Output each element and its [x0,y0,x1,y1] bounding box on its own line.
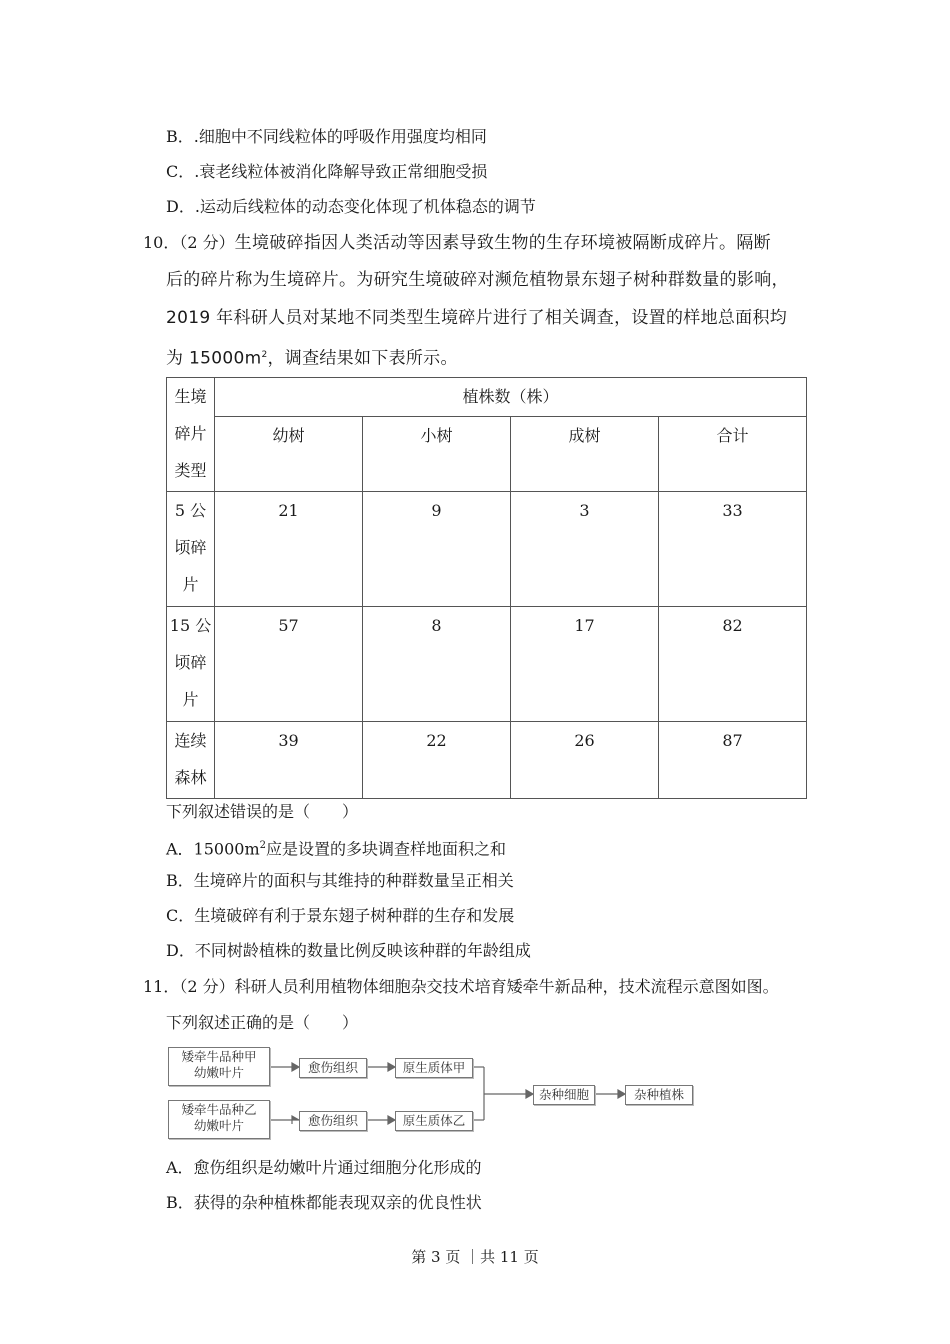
type-line: 森林 [174,768,207,787]
q10-option-a [166,835,506,860]
q10-option-a-sup: 2 [259,840,267,851]
q10-score: （2 分） [179,233,235,252]
q10-line3: 2019 年科研人员对某地不同类型生境碎片进行了相关调查，设置的样地总面积均 [166,308,788,328]
q10-line4-pre: 为 15000m [166,348,262,369]
variety-a-line: 矮牵牛品种甲 [181,1049,257,1064]
callus-box-b: 愈伤组织 [299,1111,367,1131]
q11-stem: 下列叙述正确的是（ ） [166,1013,359,1032]
type-line: 5 公 [174,501,207,520]
q11-option-a: A．愈伤组织是幼嫩叶片通过细胞分化形成的 [166,1158,482,1177]
table-cell: 26 [511,722,659,799]
protoplast-b-box: 原生质体乙 [395,1111,473,1131]
q10-option-a-post: 应是设置的多块调查样地面积之和 [266,839,507,859]
column-header: 成树 [511,417,659,492]
survey-table [166,377,807,799]
prev-option-c: C．.衰老线粒体被消化降解导致正常细胞受损 [166,162,488,181]
q10-line4 [166,344,458,370]
q10-line4-sup: 2 [261,350,268,360]
row-header-line: 类型 [174,461,207,480]
q10-option-b: B．生境碎片的面积与其维持的种群数量呈正相关 [166,871,514,890]
q10-line1: 生境破碎指因人类活动等因素导致生物的生存环境被隔断成碎片。隔断 [234,233,771,253]
type-line: 片 [182,690,199,709]
variety-a-line: 幼嫩叶片 [193,1065,244,1080]
table-cell: 82 [659,607,807,722]
table-cell: 87 [659,722,807,799]
type-line: 顷碎 [174,538,207,557]
table-cell: 17 [511,607,659,722]
page-footer: 第 3 页 ｜共 11 页 [411,1248,539,1266]
hybridization-flowchart [166,1045,706,1145]
hybrid-plant-box: 杂种植株 [625,1085,693,1105]
variety-b-line: 矮牵牛品种乙 [181,1102,257,1117]
variety-b-box [168,1100,270,1139]
prev-option-d: D．.运动后线粒体的动态变化体现了机体稳态的调节 [166,197,536,216]
variety-b-line: 幼嫩叶片 [193,1118,244,1133]
callus-box-a: 愈伤组织 [299,1058,367,1078]
group-header: 植株数（株） [215,378,807,417]
q11-option-b: B．获得的杂种植株都能表现双亲的优良性状 [166,1193,482,1212]
row-header-line: 碎片 [174,424,207,443]
table-cell: 39 [215,722,363,799]
row-header-line: 生境 [174,387,207,406]
hybrid-cell-box: 杂种细胞 [533,1085,595,1105]
table-cell: 22 [363,722,511,799]
table-row-type [167,492,215,607]
table-cell: 9 [363,492,511,607]
type-line: 连续 [174,731,207,750]
prev-option-b: B．.细胞中不同线粒体的呼吸作用强度均相同 [166,127,487,146]
q10-option-c: C．生境破碎有利于景东翅子树种群的生存和发展 [166,906,515,925]
q10-header [143,232,771,254]
table-cell: 21 [215,492,363,607]
table-row-type [167,607,215,722]
q11-text: 11．（2 分）科研人员利用植物体细胞杂交技术培育矮牵牛新品种，技术流程示意图如图。 [143,977,779,996]
type-line: 15 公 [169,616,212,635]
table-row-type [167,722,215,799]
q10-option-d: D．不同树龄植株的数量比例反映该种群的年龄组成 [166,941,531,960]
column-header: 合计 [659,417,807,492]
variety-a-box [168,1047,270,1086]
q10-option-a-pre: A．15000m [166,839,260,859]
type-line: 顷碎 [174,653,207,672]
table-cell: 3 [511,492,659,607]
table-cell: 8 [363,607,511,722]
column-header: 小树 [363,417,511,492]
q10-number: 10． [143,233,180,252]
type-line: 片 [182,575,199,594]
q10-line2: 后的碎片称为生境碎片。为研究生境破碎对濒危植物景东翅子树种群数量的影响， [166,270,789,290]
table-cell: 57 [215,607,363,722]
protoplast-a-box: 原生质体甲 [395,1058,473,1078]
q10-stem: 下列叙述错误的是（ ） [166,802,359,821]
row-header-cell [167,378,215,492]
column-header: 幼树 [215,417,363,492]
table-cell: 33 [659,492,807,607]
q10-line4-post: ，调查结果如下表所示。 [267,348,458,369]
